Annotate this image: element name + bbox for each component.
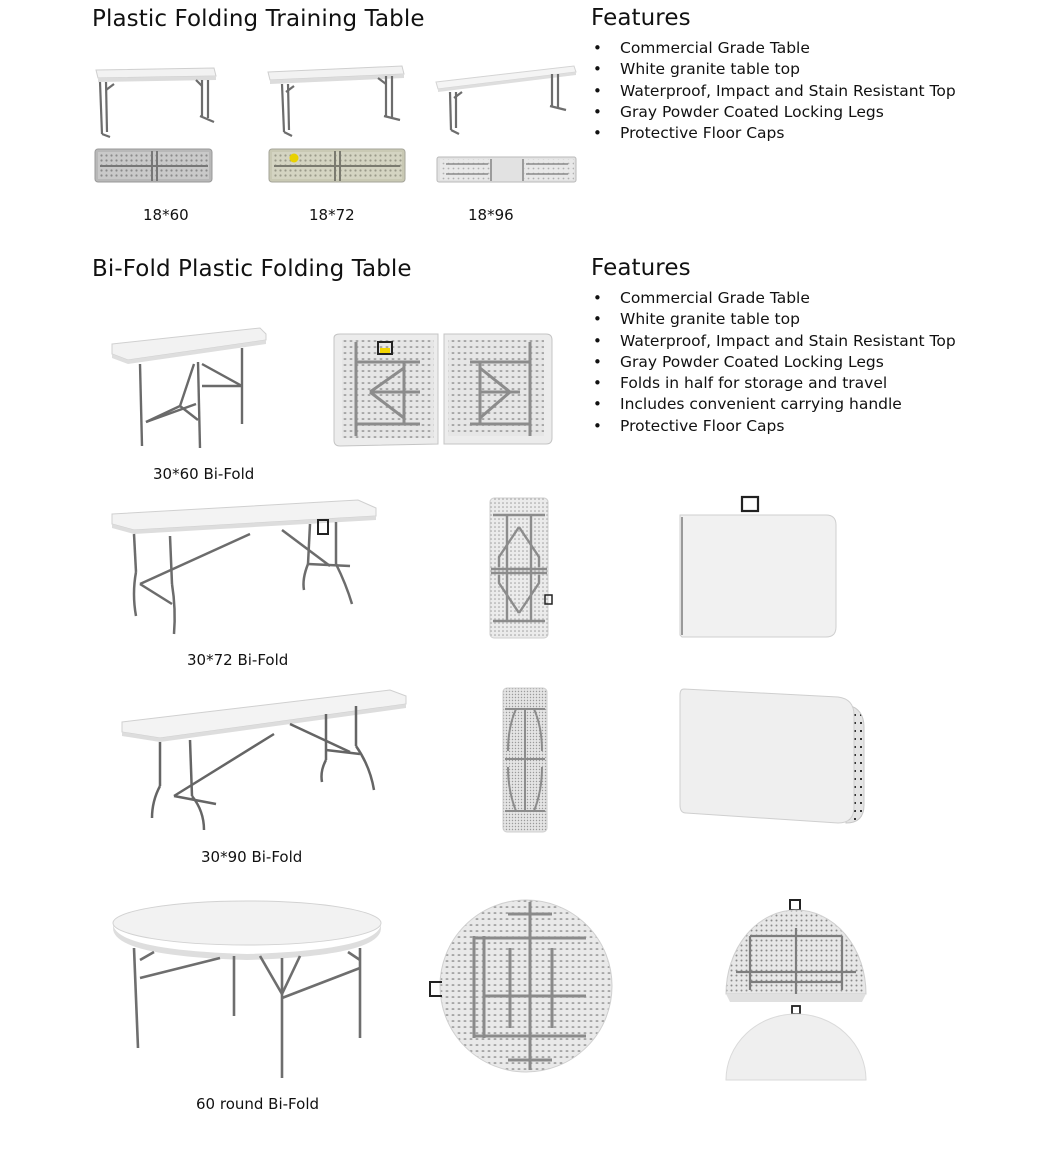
training-table-18x60-underside-image xyxy=(94,148,214,184)
round-60-folded-image xyxy=(724,898,869,1082)
caption-round-60-bifold: 60 round Bi-Fold xyxy=(196,1095,320,1113)
feature-item: • Commercial Grade Table xyxy=(591,288,956,309)
feature-item: • Waterproof, Impact and Stain Resistant Top xyxy=(591,81,956,102)
feature-item: • Includes convenient carrying handle xyxy=(591,394,956,415)
features-list-training xyxy=(591,38,956,144)
features-list-bifold xyxy=(591,288,956,437)
round-60-underside-image xyxy=(426,898,586,1076)
caption-18x96: 18*96 xyxy=(468,206,514,224)
features-title-training: Features xyxy=(591,5,691,31)
feature-item: • Folds in half for storage and travel xyxy=(591,373,956,394)
bifold-30x60-underside-image xyxy=(330,332,555,450)
bifold-30x90-table-image xyxy=(120,686,410,836)
bifold-30x72-folded-image xyxy=(676,495,841,640)
section-title-bifold: Bi-Fold Plastic Folding Table xyxy=(92,256,412,282)
caption-18x60: 18*60 xyxy=(143,206,189,224)
feature-item: • White granite table top xyxy=(591,59,956,80)
bifold-30x72-underside-image xyxy=(489,497,553,640)
bifold-30x72-table-image xyxy=(110,494,380,644)
feature-item: • Gray Powder Coated Locking Legs xyxy=(591,352,956,373)
training-table-18x72-underside-image xyxy=(268,148,408,184)
feature-item: • White granite table top xyxy=(591,309,956,330)
bifold-30x60-table-image xyxy=(110,326,270,451)
round-60-table-image xyxy=(110,898,390,1086)
caption-18x72: 18*72 xyxy=(309,206,355,224)
bifold-30x90-folded-image xyxy=(678,687,873,827)
feature-item: • Gray Powder Coated Locking Legs xyxy=(591,102,956,123)
caption-30x72-bifold: 30*72 Bi-Fold xyxy=(187,651,289,669)
feature-item: • Protective Floor Caps xyxy=(591,123,956,144)
training-table-18x96-underside-image xyxy=(436,156,578,184)
carry-handle-icon xyxy=(742,497,758,511)
training-table-18x60-image xyxy=(92,62,222,142)
section-title-training: Plastic Folding Training Table xyxy=(92,6,425,32)
training-table-18x72-image xyxy=(264,62,409,142)
bifold-30x90-underside-image xyxy=(502,687,550,833)
caption-30x60-bifold: 30*60 Bi-Fold xyxy=(153,465,255,483)
feature-item: • Commercial Grade Table xyxy=(591,38,956,59)
feature-item: • Waterproof, Impact and Stain Resistant Top xyxy=(591,331,956,352)
features-title-bifold: Features xyxy=(591,255,691,281)
training-table-18x96-image xyxy=(434,62,579,142)
caption-30x90-bifold: 30*90 Bi-Fold xyxy=(201,848,303,866)
feature-item: • Protective Floor Caps xyxy=(591,416,956,437)
